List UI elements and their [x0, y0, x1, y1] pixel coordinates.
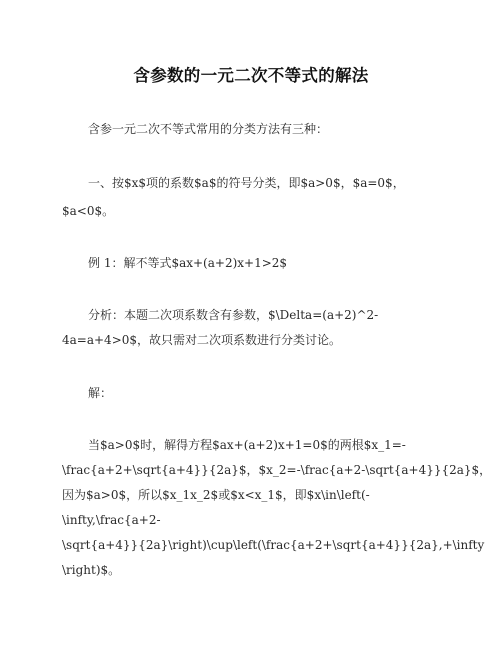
document-title: 含参数的一元二次不等式的解法 — [133, 66, 369, 85]
case-line-4: \infty,\frac{a+2- — [62, 513, 161, 527]
solution-label: 解： — [88, 386, 113, 400]
method1-line-1: 一、按$x$项的系数$a$的符号分类，即$a>0$，$a=0$， — [88, 176, 405, 190]
case-line-1: 当$a>0$时，解得方程$ax+(a+2)x+1=0$的两根$x_1=- — [88, 438, 406, 452]
case-line-5: \sqrt{a+4}}{2a}\right)\cup\left(\frac{a+2+\sqrt{a+4}}{2a},+\infty — [62, 538, 485, 552]
method1-line-2: $a<0$。 — [62, 204, 115, 218]
analysis-line-1: 分析：本题二次项系数含有参数，$\Delta=(a+2)^2- — [88, 308, 379, 322]
analysis-line-2: 4a=a+4>0$，故只需对二次项系数进行分类讨论。 — [62, 333, 342, 347]
case-line-3: 因为$a>0$，所以$x_1x_2$或$x<x_1$，即$x\in\left(- — [62, 488, 370, 502]
case-line-2: \frac{a+2+\sqrt{a+4}}{2a}$，$x_2=-\frac{a+2-\sqrt{a+4}}{2a}$， — [62, 463, 492, 477]
intro-line: 含参一元二次不等式常用的分类方法有三种： — [88, 122, 329, 136]
case-line-6: \right)$。 — [62, 563, 121, 577]
example1-line: 例 1：解不等式$ax+(a+2)x+1>2$ — [88, 256, 288, 270]
